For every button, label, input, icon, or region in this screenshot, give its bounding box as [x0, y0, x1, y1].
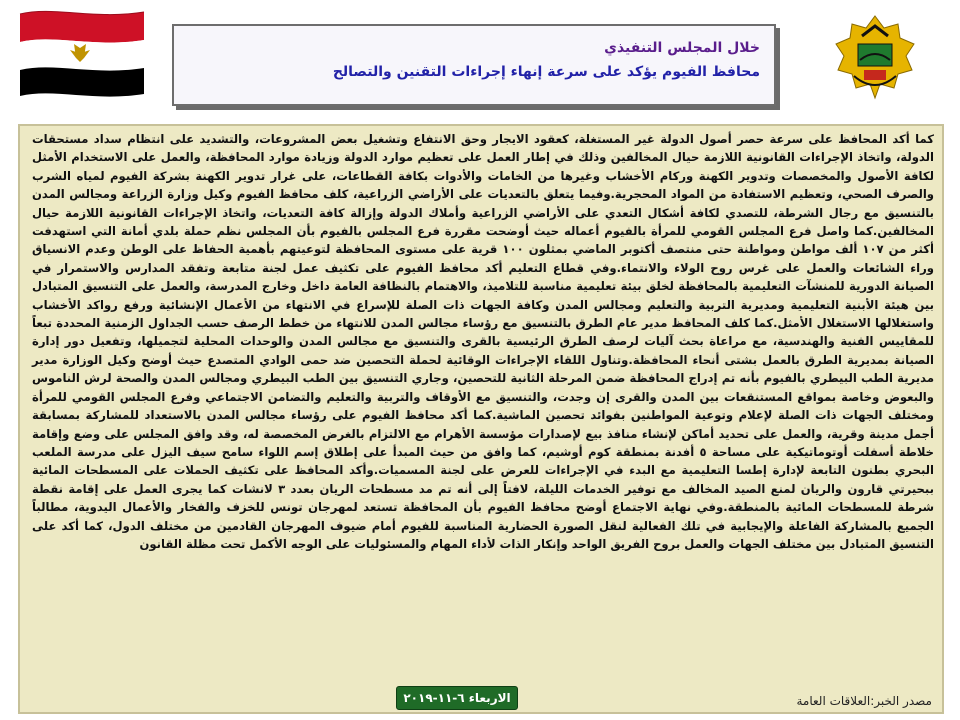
date-banner: الاربعاء ٦-١١-٢٠١٩ [396, 686, 518, 710]
news-source: مصدر الخبر:العلاقات العامة [796, 694, 932, 708]
egypt-flag [14, 6, 150, 102]
article-panel [18, 124, 944, 714]
headline-box [172, 24, 776, 106]
headline-title: محافظ الفيوم يؤكد على سرعة إنهاء إجراءات التقنين والتصالح [332, 64, 760, 80]
headline-kicker: خلال المجلس التنفيذي [604, 40, 760, 56]
governorate-logo [834, 14, 916, 104]
article-body: كما أكد المحافظ على سرعة حصر أصول الدولة غير المستغلة، كعقود الايجار وحق الانتفاع وتشغيل بعض المشروعات، والتشديد على انتظام سداد مستحقات الدولة، واتخاذ الإجراءات القانونية اللازمة حيال المخالفين وذلك في إطار العمل على تعظيم موارد الدولة وزيادة موارد المحافظة، والعمل على الاستخدام الأمثل لكافة الأصول والمخصصات وتدوير الكهنة وركام الأخشاب وغيرها من الخامات والأدوات بكافة القطاعات، على غرار تدوير الكهنة بشركة الفيوم لمياه الشرب والصرف الصحي، وتعظيم الاستفادة من المواد المحجرية.وفيما يتعلق بالتعديات على الأراضي الزراعية، كلف محافظ الفيوم وكيل وزارة الزراعة ومجالس المدن بالتنسيق مع رجال الشرطة، للتصدي لكافة أشكال التعدي على الأراضي الزراعية وأملاك الدولة وإزالة كافة التعديات، واتخاذ الإجراءات القانونية اللازمة حيال المخالفين.كما واصل فرع المجلس القومي للمرأة بالفيوم أعماله حيث أوضحت مقررة فرع المجلس بالفيوم بأن المجلس نظم حملة بلدي أمانة التي استهدفت أكثر من ١٠٧ ألف مواطن ومواطنة حتى منتصف أكتوبر الماضي بمثلون ١٠٠ قرية على مستوى المحافظة لتوعيتهم بأهمية الحفاظ على الوطن وعدم الانسياق وراء الشائعات والعمل على غرس روح الولاء والانتماء.وفي قطاع التعليم أكد محافظ الفيوم على تكثيف عمل لجنة متابعة وتفقد المدارس والاستمرار في الصيانة الدورية للمنشآت التعليمية بالمحافظة لخلق بيئة تعليمية مناسبة للتلاميذ، والاهتمام بالنظافة العامة داخل وخارج المدرسة، والعمل على التنسيق المتبادل بين هيئة الأبنية التعليمية ومديرية التربية والتعليم ومجالس المدن وكافة الجهات ذات الصلة للإسراع في الانتهاء من الأعمال الإنشائية ورفع رواكد الأخشاب واستغلالها الاستغلال الأمثل.كما كلف المحافظ مدير عام الطرق بالتنسيق مع رؤساء مجالس المدن للانتهاء من خطط الرصف حسب الجداول الزمنية المحددة تبعاً للمقاييس الفنية والهندسية، مع مراعاة بحث آليات لرصف الطرق الرئيسية بالقرى والتنسيق مع مجالس المدن والوحدات المحلية لتجميلها، وتفعيل دور إدارة الصيانة بمديرية الطرق بالعمل بشتى أنحاء المحافظة.وتناول اللقاء الإجراءات الوقائية لحملة التحصين ضد حمى الوادي المتصدع حيث أوضح وكيل الوزارة مدير مديرية الطب البيطري بالفيوم بأنه تم إدراج المحافظة ضمن المرحلة الثانية للتحصين، وجاري التنسيق بين الطب البيطري ومجالس المدن والصحة لرش الناموس والبعوض وخاصة بمواقع المستنقعات بين المدن والقرى إن وجدت، والتنسيق مع الأوقاف والتربية والتعليم والتضامن الاجتماعي وفرع المجلس القومي للمرأة ومختلف الجهات ذات الصلة لإعلام وتوعية المواطنين بفوائد تحصين الماشية.كما أكد محافظ الفيوم على رؤساء مجالس المدن بالاستعداد للمشاركة بمسابقة أجمل مدينة وقرية، والعمل على تحديد أماكن لإنشاء منافذ بيع لإصدارات مؤسسة الأهرام مع الالتزام بالغرض المخصصة له، وقد وافق المجلس على وضع وإقامة خلاطة أسفلت أوتوماتيكية على مساحة ٥ أفدنة بمنطقة كوم أوشيم، كما وافق من حيث المبدأ على إطلاق إسم اللواء سامح سيف اليزل على مدرسة الملعب البحري بطنون التابعة لإدارة إطسا التعليمية مع البدء في الإجراءات للعرض على لجنة المسميات.وأكد المحافظ على تكثيف الحملات على المسطحات المائية ببحيرتي قارون والريان لمنع الصيد المخالف مع توفير الخدمات الليلة، لافتاً إلى أنه تم مد مسطحات الريان بعدد ٣ لانشات كما يجرى العمل على إقامة نقطة شرطة للمسطحات المائية بالمنطقة.وفي نهاية الاجتماع أوضح محافظ الفيوم بأن المحافظة تستعد لمهرجان تونس للخزف والفخار والأعمال اليدوية، مطالباً الجميع بالمشاركة الفاعلة والإيجابية في تلك الفعالية لنقل الصورة الحضارية المناسبة للفيوم أمام ضيوف المهرجان القادمين من مختلف الدول، كما أكد على التنسيق المتبادل بين مختلف الجهات والعمل بروح الفريق الواحد وإنكار الذات لأداء المهام والمسئوليات على الوجه الأكمل تحت مظلة القانون [32, 132, 935, 551]
